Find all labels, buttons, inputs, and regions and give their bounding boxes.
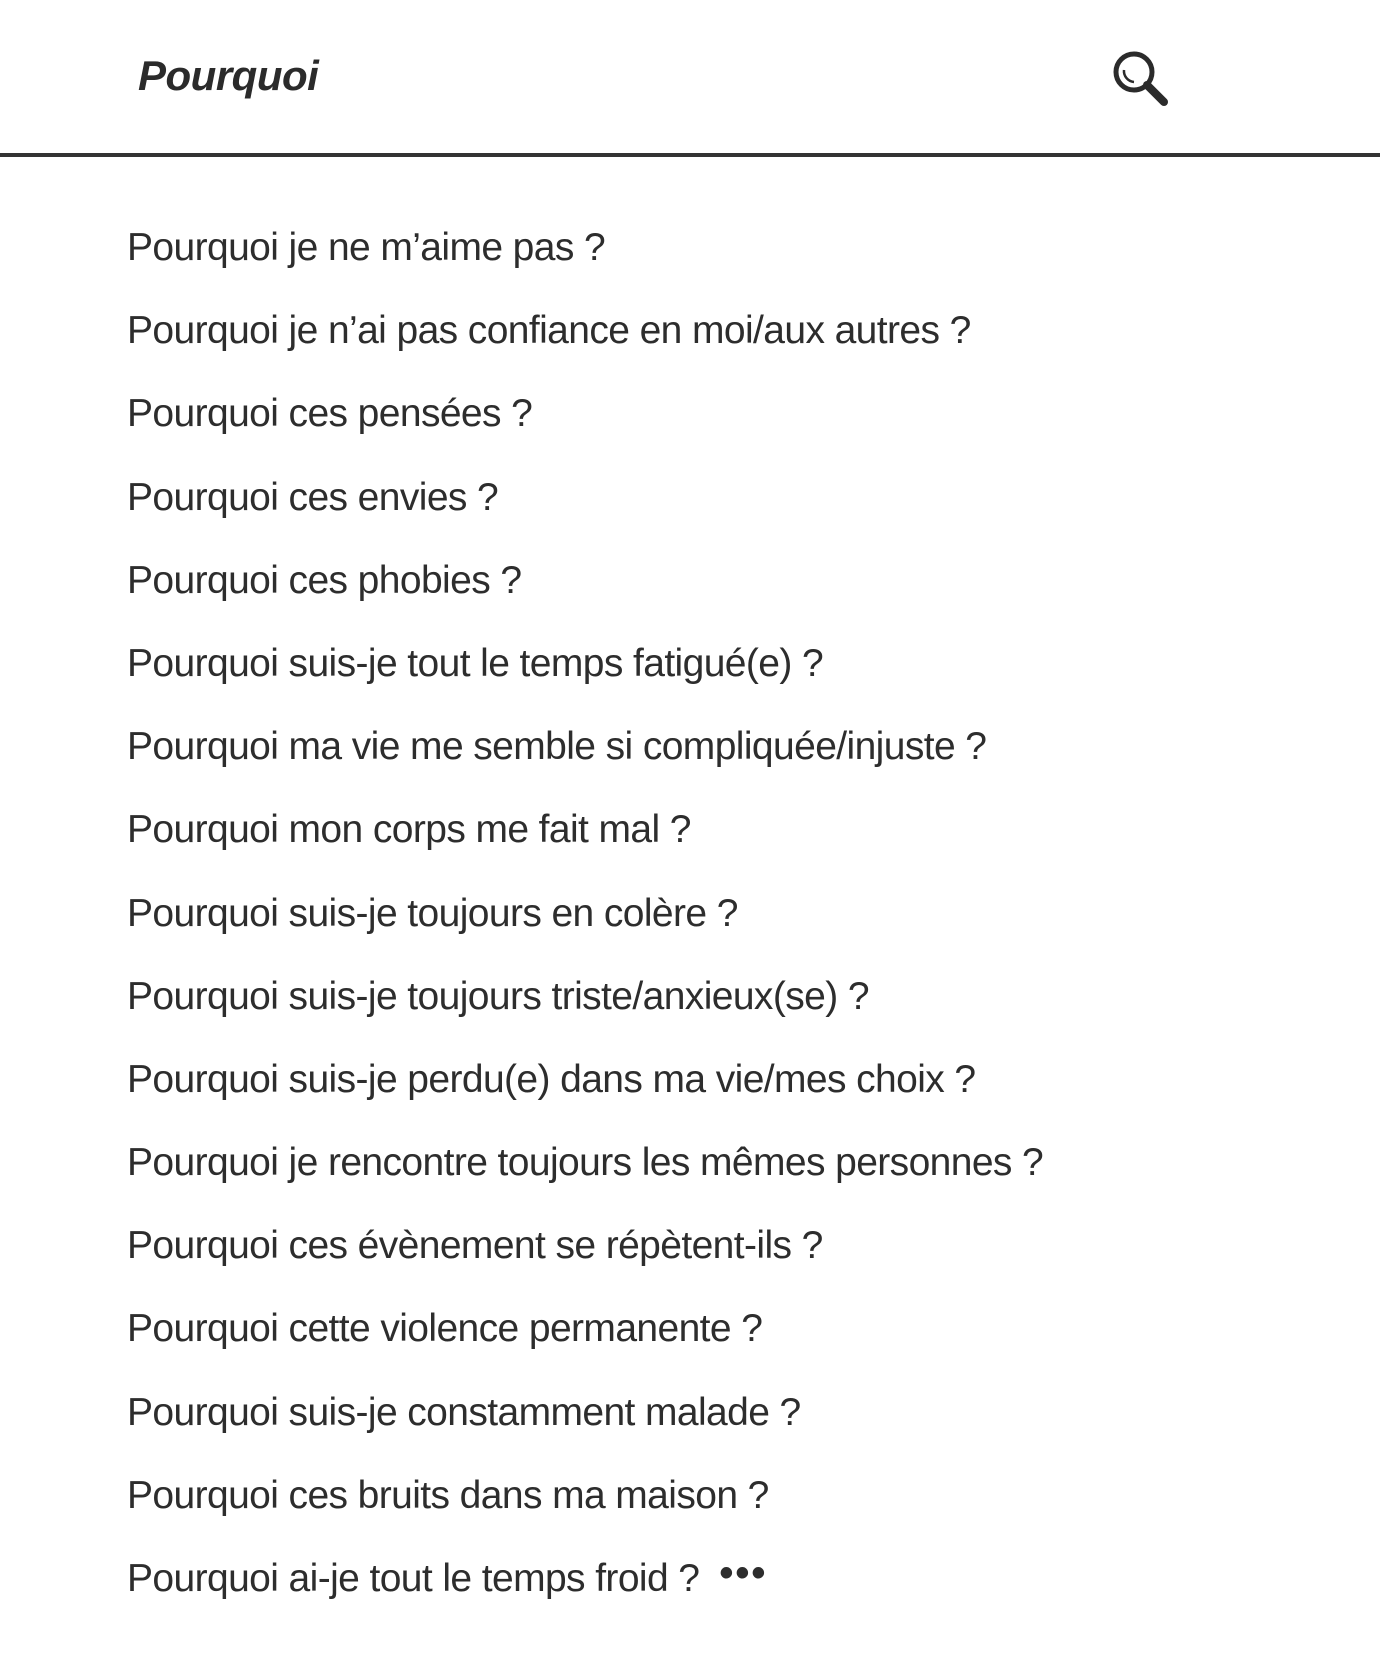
list-item[interactable] [127,804,1043,887]
question-text: Pourquoi je ne m’aime pas ? [127,226,606,269]
question-text: Pourquoi ces envies ? [127,475,499,519]
list-item[interactable] [127,1137,1043,1220]
question-text: Pourquoi ces évènement se répètent-ils ? [127,1224,823,1268]
list-item[interactable] [127,388,1043,471]
list-item[interactable] [127,1470,1043,1553]
question-list [127,222,1043,1636]
list-item[interactable] [127,1303,1043,1386]
list-item[interactable] [127,721,1043,804]
question-text: Pourquoi suis-je toujours en colère ? [127,891,738,935]
question-text: Pourquoi cette violence permanente ? [127,1307,763,1351]
question-text: Pourquoi ces bruits dans ma maison ? [127,1473,769,1517]
list-item[interactable] [127,555,1043,638]
question-text: Pourquoi ces pensées ? [127,392,533,436]
question-text: Pourquoi suis-je toujours triste/anxieux(se) ? [127,974,869,1018]
list-item[interactable] [127,1387,1043,1470]
list-item[interactable] [127,305,1043,388]
list-item[interactable] [127,971,1043,1054]
question-text: Pourquoi mon corps me fait mal ? [127,808,691,852]
more-ellipsis[interactable]: ••• [719,1551,768,1595]
search-icon [1110,48,1172,108]
header [0,0,1380,153]
question-text: Pourquoi suis-je perdu(e) dans ma vie/mes choix ? [127,1057,976,1101]
question-text: Pourquoi je rencontre toujours les mêmes personnes ? [127,1141,1044,1185]
page-title: Pourquoi [138,52,319,99]
list-item[interactable] [127,1220,1043,1303]
search-button[interactable] [1110,48,1172,108]
question-text: Pourquoi ces phobies ? [127,558,522,602]
question-text: Pourquoi suis-je constamment malade ? [127,1390,801,1434]
list-item[interactable] [127,1054,1043,1137]
list-item[interactable] [127,1553,1043,1636]
question-text: Pourquoi je n’ai pas confiance en moi/aux autres ? [127,309,971,353]
list-item[interactable] [127,638,1043,721]
list-item[interactable] [127,222,1043,305]
question-text: Pourquoi ma vie me semble si compliquée/injuste ? [127,725,987,769]
question-text: Pourquoi suis-je tout le temps fatigué(e) ? [127,641,824,685]
list-item[interactable] [127,888,1043,971]
header-divider [0,153,1380,157]
question-text: Pourquoi ai-je tout le temps froid ? [127,1557,700,1600]
list-item[interactable] [127,472,1043,555]
